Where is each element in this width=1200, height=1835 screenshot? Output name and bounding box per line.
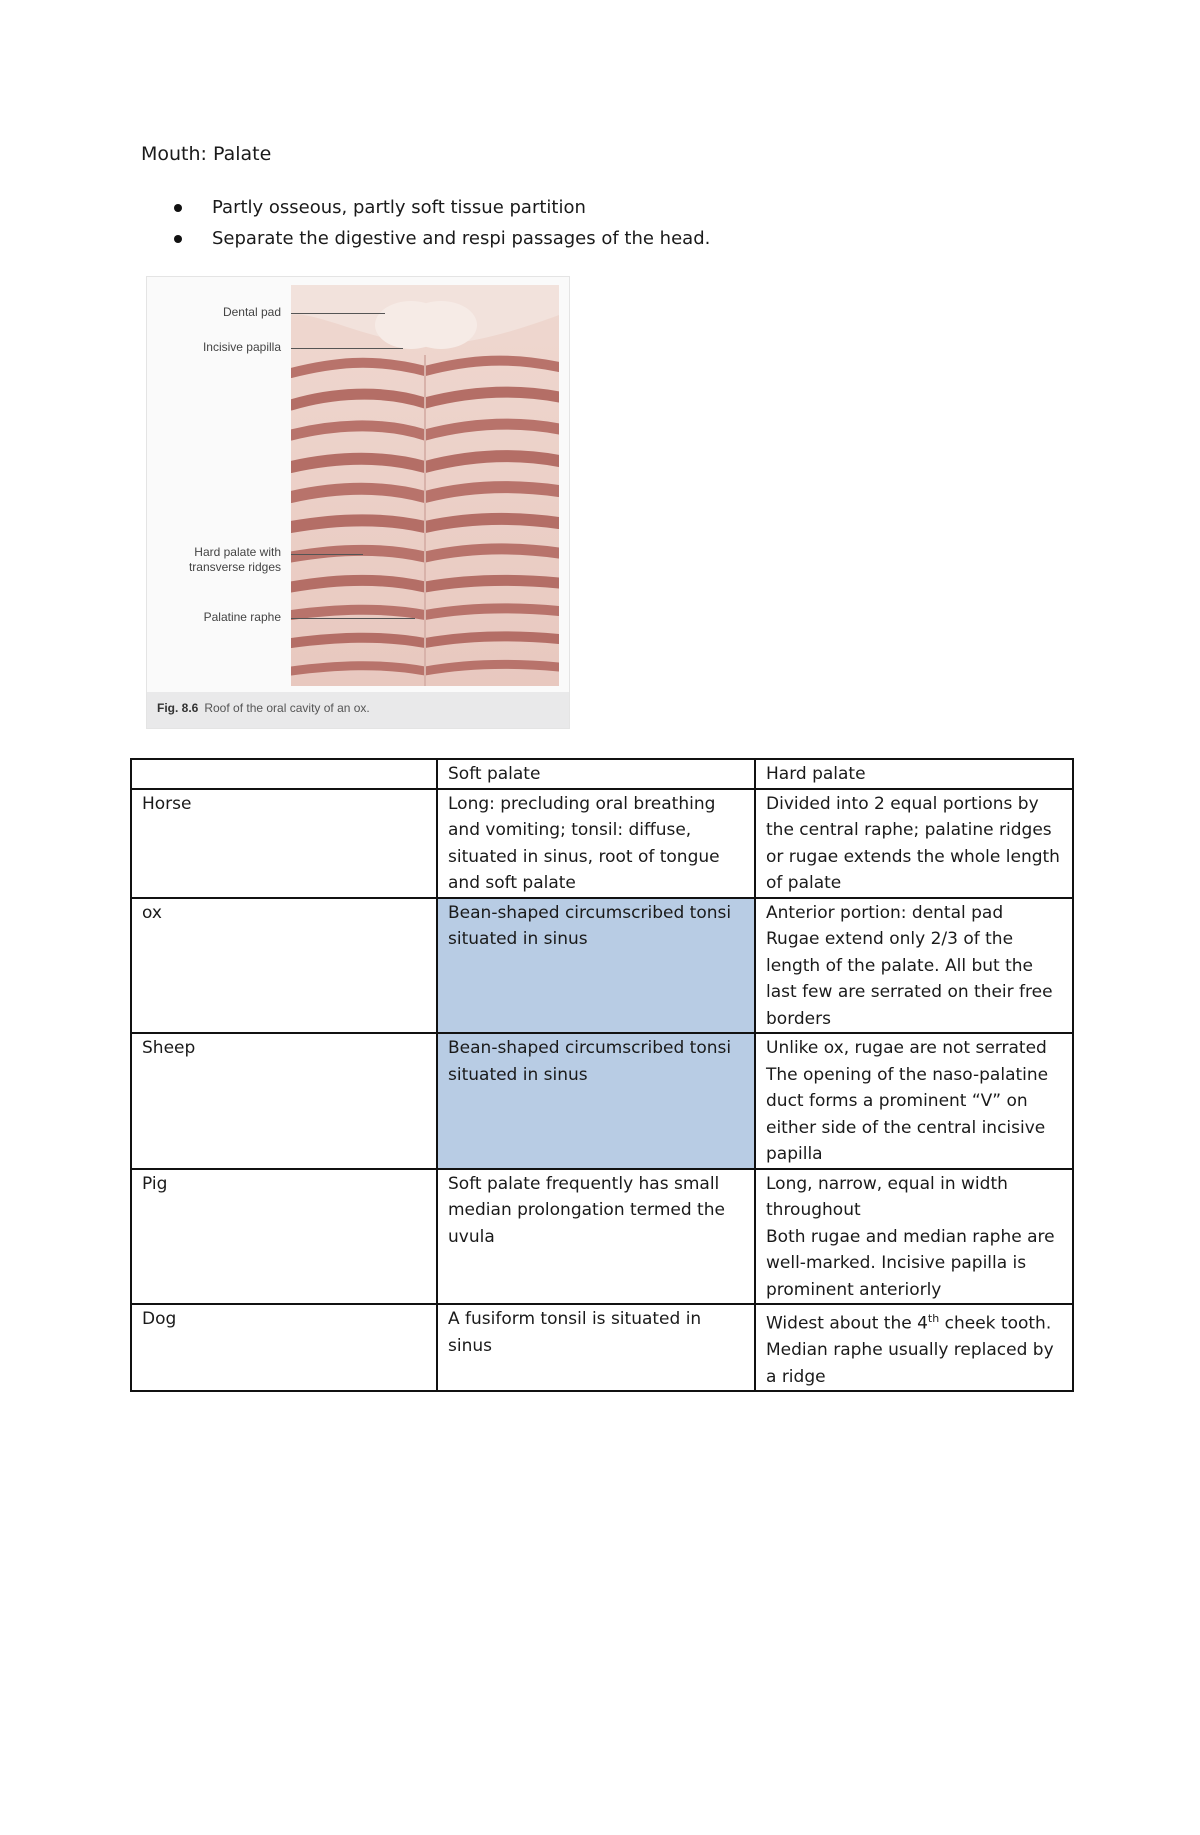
- label-hard-palate-line1: Hard palate with: [194, 545, 281, 559]
- table-row: [131, 789, 1073, 898]
- header-cell-soft-palate: Soft palate: [437, 759, 755, 789]
- bullet-dot-icon: [174, 235, 182, 243]
- hard-palate-line: Unlike ox, rugae are not serrated: [766, 1038, 1047, 1058]
- header-cell-hard-palate: Hard palate: [755, 759, 1073, 789]
- figure-number: Fig. 8.6: [157, 701, 199, 715]
- table-row: [131, 1304, 1073, 1391]
- hard-palate-cell: Divided into 2 equal portions by the central raphe; palatine ridges or rugae extends the whole length of palate: [755, 789, 1073, 898]
- soft-palate-cell: Bean-shaped circumscribed tonsi situated in sinus: [437, 898, 755, 1034]
- leader-line: [291, 313, 385, 314]
- hard-palate-line: Long, narrow, equal in width throughout: [766, 1173, 1008, 1220]
- ordinal-suffix: th: [927, 1312, 940, 1325]
- soft-palate-cell: Long: precluding oral breathing and vomiting; tonsil: diffuse, situated in sinus, root of tongue and soft palate: [437, 789, 755, 898]
- label-palatine-raphe: Palatine raphe: [203, 610, 281, 624]
- page-title: Mouth: Palate: [141, 143, 272, 165]
- animal-cell: Horse: [131, 789, 437, 898]
- label-hard-palate-line2: transverse ridges: [188, 560, 281, 574]
- table-row: [131, 1169, 1073, 1305]
- figure-ox-palate: [146, 276, 570, 729]
- leader-line: [291, 554, 363, 555]
- animal-cell: Sheep: [131, 1033, 437, 1169]
- bullet-item: [170, 223, 710, 254]
- soft-palate-cell: Soft palate frequently has small median prolongation termed the uvula: [437, 1169, 755, 1305]
- bullet-text: Partly osseous, partly soft tissue partition: [212, 197, 586, 218]
- hard-palate-text: Widest about the 4: [766, 1313, 928, 1334]
- hard-palate-line: Both rugae and median raphe are well-marked. Incisive papilla is prominent anteriorly: [766, 1226, 1055, 1300]
- table-row: [131, 898, 1073, 1034]
- hard-palate-line: Rugae extend only 2/3 of the length of the palate. All but the last few are serrated on their free borders: [766, 929, 1053, 1029]
- soft-palate-cell: Bean-shaped circumscribed tonsi situated in sinus: [437, 1033, 755, 1169]
- leader-line: [291, 348, 403, 349]
- hard-palate-cell: [755, 1169, 1073, 1305]
- animal-cell: ox: [131, 898, 437, 1034]
- hard-palate-cell: [755, 898, 1073, 1034]
- label-dental-pad: Dental pad: [222, 305, 281, 319]
- bullet-item: [170, 192, 710, 223]
- figure-caption-bar: [147, 692, 569, 728]
- bullet-text: Separate the digestive and respi passages of the head.: [212, 228, 711, 249]
- hard-palate-cell: [755, 1033, 1073, 1169]
- label-incisive-papilla: Incisive papilla: [202, 340, 281, 354]
- palate-comparison-table: [130, 758, 1074, 1392]
- bullet-list: [170, 192, 710, 254]
- leader-line: [291, 618, 415, 619]
- figure-caption: [157, 701, 370, 715]
- animal-cell: Dog: [131, 1304, 437, 1391]
- hard-palate-line: Anterior portion: dental pad: [766, 902, 1004, 923]
- header-cell-empty: [131, 759, 437, 789]
- bullet-dot-icon: [174, 204, 182, 212]
- table-header-row: [131, 759, 1073, 789]
- soft-palate-cell: A fusiform tonsil is situated in sinus: [437, 1304, 755, 1391]
- palate-illustration: [291, 285, 559, 686]
- hard-palate-text: cheek tooth. Median raphe usually replaced by a ridge: [766, 1313, 1054, 1387]
- table-row: [131, 1033, 1073, 1169]
- figure-caption-text: Roof of the oral cavity of an ox.: [204, 701, 370, 715]
- hard-palate-cell: [755, 1304, 1073, 1391]
- ox-palate-photo: [291, 285, 559, 686]
- animal-cell: Pig: [131, 1169, 437, 1305]
- hard-palate-line: The opening of the naso-palatine duct forms a prominent “V” on either side of the central incisive papilla: [766, 1064, 1049, 1164]
